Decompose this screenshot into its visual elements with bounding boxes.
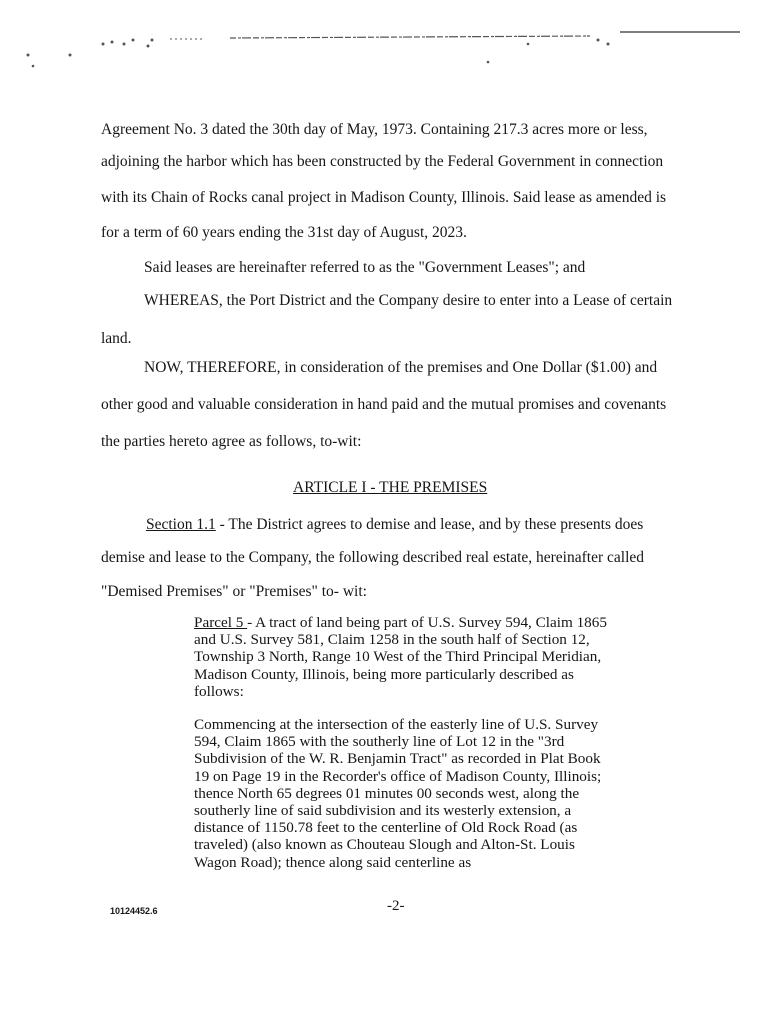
section-label: Section 1.1 <box>146 516 216 533</box>
now-therefore-line-2: other good and valuable consideration in hand paid and the mutual promises and covenants <box>101 396 667 413</box>
body-line-3: with its Chain of Rocks canal project in Madison County, Illinois. Said lease as amended is <box>101 189 667 206</box>
scan-artifact-header <box>0 0 780 80</box>
body-line-4: for a term of 60 years ending the 31st day of August, 2023. <box>101 224 467 241</box>
section-1-1-line-3: "Demised Premises" or "Premises" to- wit: <box>101 583 367 600</box>
article-heading: ARTICLE I - THE PREMISES <box>293 479 488 496</box>
document-id: 10124452.6 <box>110 906 158 916</box>
section-1-1-line-2: demise and lease to the Company, the following described real estate, hereinafter called <box>101 549 644 566</box>
parcel-description <box>194 614 614 700</box>
section-1-1-text: - The District agrees to demise and lease, and by these presents does <box>215 516 644 533</box>
parcel-label: Parcel 5 <box>194 614 248 631</box>
commencing-description <box>194 716 614 871</box>
page-number: -2- <box>387 898 405 914</box>
section-1-1-line-1 <box>146 516 643 534</box>
body-line-1: Agreement No. 3 dated the 30th day of May, 1973. Containing 217.3 acres more or less, <box>101 121 648 138</box>
whereas-paragraph-line-1: WHEREAS, the Port District and the Company desire to enter into a Lease of certain <box>144 292 673 309</box>
commencing-text: Commencing at the intersection of the easterly line of U.S. Survey 594, Claim 1865 with the southerly line of Lot 12 in the "3rd Subdivision of the W. R. Benjamin Tract" as recorded in Plat Book 19 on Page 19 in the Recorder's office of Madison County, Illinois; thence North 65 degrees 01 minutes 00 seconds west, along the southerly line of said subdivision and its westerly extension, a distance of 1150.78 feet to the centerline of Old Rock Road (as traveled) (also known as Chouteau Slough and Alton-St. Louis Wagon Road); thence along said centerline as <box>194 716 602 871</box>
now-therefore-line-1: NOW, THEREFORE, in consideration of the premises and One Dollar ($1.00) and <box>144 359 658 376</box>
whereas-paragraph-line-2: land. <box>101 330 132 347</box>
government-leases-paragraph: Said leases are hereinafter referred to as the "Government Leases"; and <box>144 259 586 276</box>
now-therefore-line-3: the parties hereto agree as follows, to-wit: <box>101 433 362 450</box>
parcel-text: - A tract of land being part of U.S. Survey 594, Claim 1865 and U.S. Survey 581, Claim 1258 in the south half of Section 12, Township 3 North, Range 10 West of the Third Principal Meridian, Madison County, Illinois, being more particularly described as follows: <box>194 614 607 700</box>
body-line-2: adjoining the harbor which has been constructed by the Federal Government in connection <box>101 153 664 170</box>
